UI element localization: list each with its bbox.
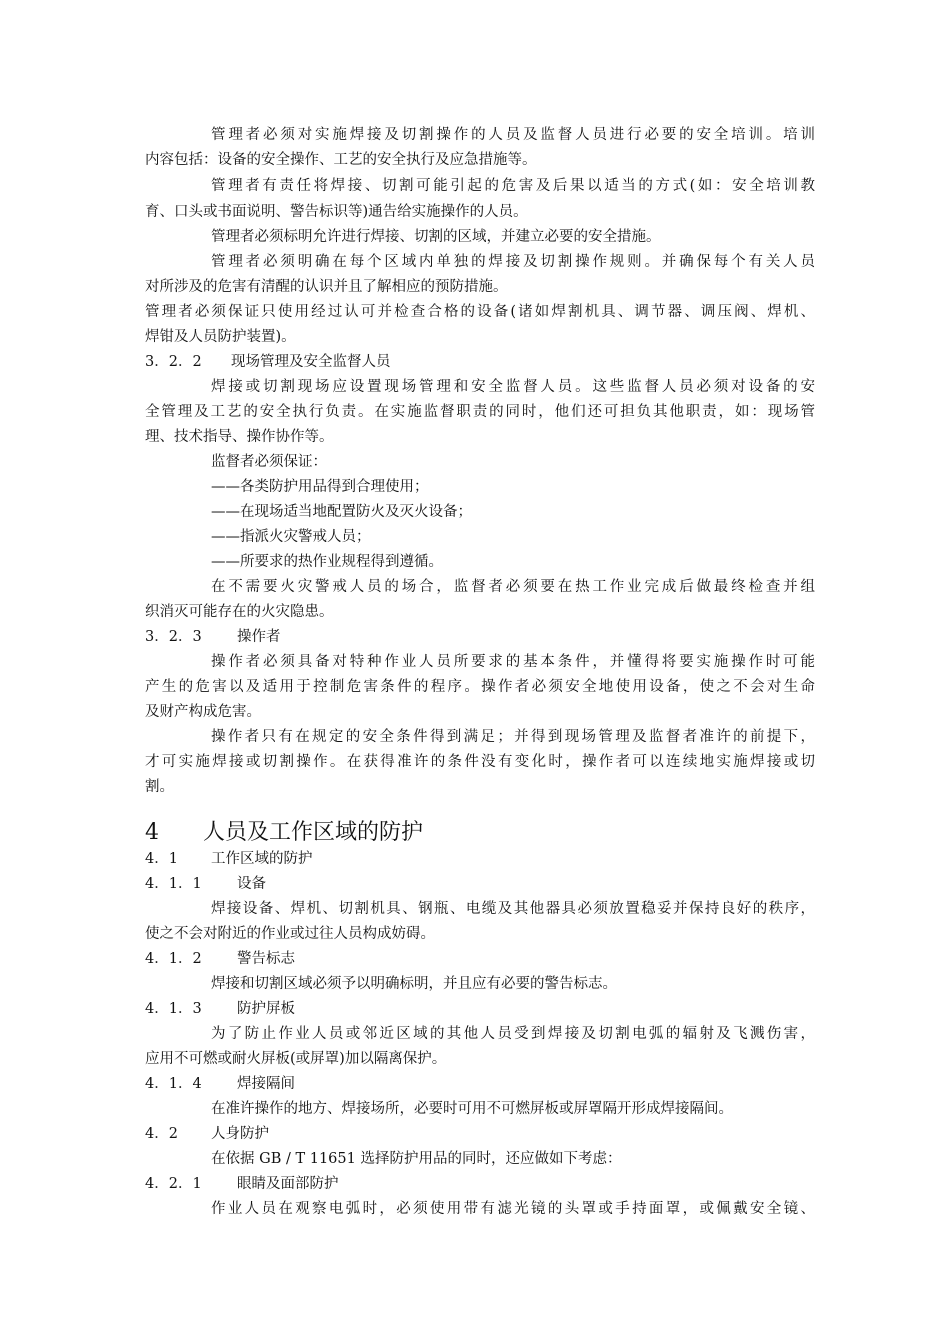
list-item: ——所要求的热作业规程得到遵循。: [211, 554, 443, 570]
section-heading: [145, 950, 815, 968]
section-heading: [145, 1000, 815, 1018]
body-line: 操作者必须具备对特种作业人员所要求的基本条件，并懂得将要实施操作时可能: [211, 654, 815, 670]
section-heading: [145, 875, 815, 893]
section-number: 3．2．3: [145, 629, 202, 645]
section-title: 工作区域的防护: [211, 851, 313, 867]
body-line: 焊接设备、焊机、切割机具、钢瓶、电缆及其他器具必须放置稳妥并保持良好的秩序，: [211, 901, 815, 917]
section-heading: [145, 353, 815, 371]
body-line: 及财产构成危害。: [145, 704, 261, 720]
body-line: 管理者必须对实施焊接及切割操作的人员及监督人员进行必要的安全培训。培训: [211, 127, 815, 143]
body-line: 理、技术指导、操作协作等。: [145, 429, 334, 445]
section-number: 4．2: [145, 1126, 178, 1142]
section-number: 4．2．1: [145, 1176, 202, 1192]
body-line: 作业人员在观察电弧时，必须使用带有滤光镜的头罩或手持面罩，或佩戴安全镜、: [211, 1201, 815, 1217]
body-line: 操作者只有在规定的安全条件得到满足；并得到现场管理及监督者准许的前提下，: [211, 729, 815, 745]
section-number: 4．1．1: [145, 876, 202, 892]
body-line: 内容包括：设备的安全操作、工艺的安全执行及应急措施等。: [145, 152, 537, 168]
list-item: ——在现场适当地配置防火及灭火设备；: [211, 504, 472, 520]
chapter-number: 4: [145, 820, 159, 845]
section-title: 眼睛及面部防护: [237, 1176, 339, 1192]
body-line: 在不需要火灾警戒人员的场合，监督者必须要在热工作业完成后做最终检查并组: [211, 579, 815, 595]
body-line: 在依据 GB / T 11651 选择防护用品的同时，还应做如下考虑：: [211, 1151, 622, 1167]
body-line: 管理者必须保证只使用经过认可并检查合格的设备(诸如焊割机具、调节器、调压阀、焊机、: [145, 304, 815, 320]
body-line: 在准许操作的地方、焊接场所，必要时可用不可燃屏板或屏罩隔开形成焊接隔间。: [211, 1101, 733, 1117]
body-line: 管理者必须标明允许进行焊接、切割的区域，并建立必要的安全措施。: [211, 229, 661, 245]
body-line: 焊接或切割现场应设置现场管理和安全监督人员。这些监督人员必须对设备的安: [211, 379, 815, 395]
section-number: 4．1．4: [145, 1076, 202, 1092]
section-title: 现场管理及安全监督人员: [231, 354, 391, 370]
body-line: 监督者必须保证：: [211, 454, 327, 470]
body-line: 使之不会对附近的作业或过往人员构成妨碍。: [145, 926, 435, 942]
list-item: ——指派火灾警戒人员；: [211, 529, 371, 545]
body-line: 织消灭可能存在的火灾隐患。: [145, 604, 334, 620]
chapter-title: 人员及工作区域的防护: [203, 820, 424, 845]
section-title: 操作者: [237, 629, 281, 645]
section-title: 防护屏板: [237, 1001, 295, 1017]
body-line: 对所涉及的危害有清醒的认识并且了解相应的预防措施。: [145, 279, 508, 295]
body-line: 产生的危害以及适用于控制危害条件的程序。操作者必须安全地使用设备，使之不会对生命: [145, 679, 815, 695]
section-number: 4．1．3: [145, 1001, 202, 1017]
body-line: 才可实施焊接或切割操作。在获得准许的条件没有变化时，操作者可以连续地实施焊接或切: [145, 754, 815, 770]
section-number: 4．1．2: [145, 951, 202, 967]
body-line: 割。: [145, 779, 174, 795]
section-title: 警告标志: [237, 951, 295, 967]
body-line: 焊接和切割区域必须予以明确标明，并且应有必要的警告标志。: [211, 976, 617, 992]
section-title: 人身防护: [211, 1126, 269, 1142]
body-line: 管理者必须明确在每个区域内单独的焊接及切割操作规则。并确保每个有关人员: [211, 254, 815, 270]
section-heading: [145, 850, 815, 868]
section-title: 设备: [237, 876, 266, 892]
section-number: 3．2．2: [145, 354, 202, 370]
section-heading: [145, 1075, 815, 1093]
body-line: 育、口头或书面说明、警告标识等)通告给实施操作的人员。: [145, 204, 528, 220]
list-item: ——各类防护用品得到合理使用；: [211, 479, 429, 495]
body-line: 为了防止作业人员或邻近区域的其他人员受到焊接及切割电弧的辐射及飞溅伤害，: [211, 1026, 815, 1042]
section-heading: [145, 628, 815, 646]
body-line: 焊钳及人员防护装置)。: [145, 329, 296, 345]
body-line: 管理者有责任将焊接、切割可能引起的危害及后果以适当的方式(如：安全培训教: [211, 178, 815, 194]
chapter-heading: [145, 820, 423, 846]
body-line: 全管理及工艺的安全执行负责。在实施监督职责的同时，他们还可担负其他职责，如：现场管: [145, 404, 815, 420]
body-line: 应用不可燃或耐火屏板(或屏罩)加以隔离保护。: [145, 1051, 447, 1067]
section-heading: [145, 1175, 815, 1193]
section-heading: [145, 1125, 815, 1143]
section-number: 4．1: [145, 851, 178, 867]
section-title: 焊接隔间: [237, 1076, 295, 1092]
